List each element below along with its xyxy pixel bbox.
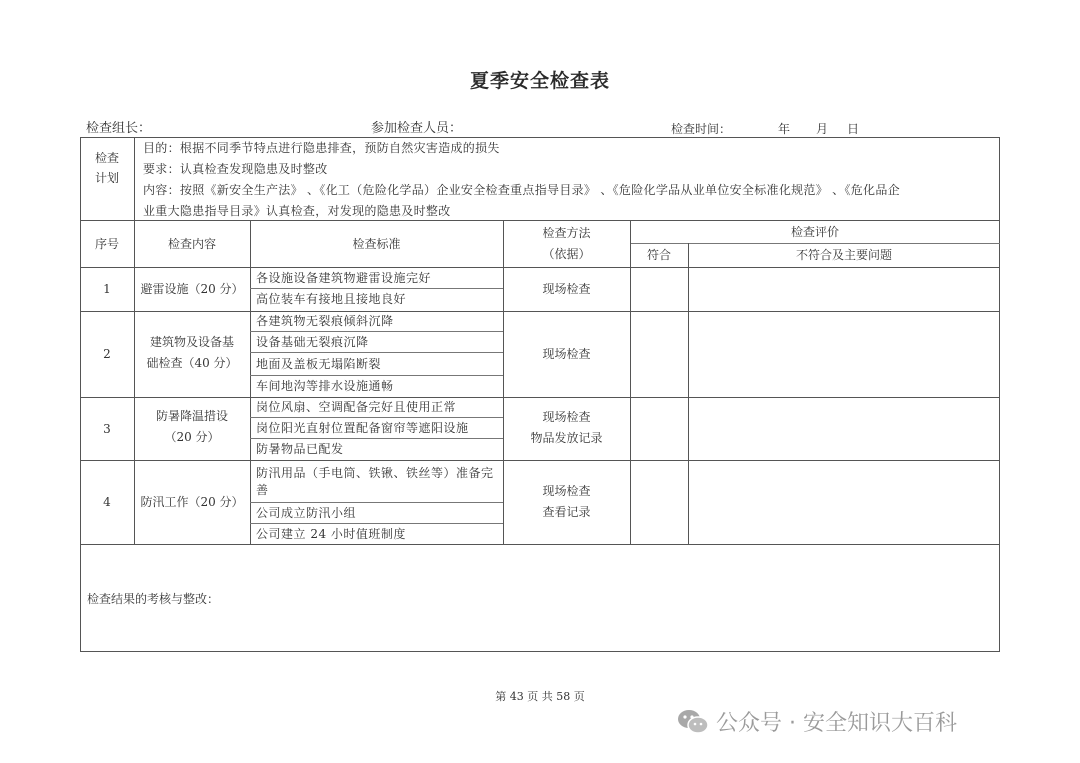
page-number: 第 43 页 共 58 页 [495,690,585,703]
col-header-evaluation: 检查评价 [790,224,839,239]
row-4-method-line1: 现场检查 [542,484,591,498]
plan-label-line2: 计划 [94,171,119,185]
row-2-standard-4: 车间地沟等排水设施通畅 [256,379,394,393]
row-4-no: 4 [103,495,111,509]
time-label: 检查时间： [671,122,732,136]
watermark-text: 公众号 · 安全知识大百科 [716,711,957,736]
col-header-method: 检查方法 [542,226,591,240]
document-title: 夏季安全检查表 [469,70,610,92]
day-label: 日 [847,122,860,136]
col-header-content: 检查内容 [167,236,216,251]
row-4-content: 防汛工作（20 分） [140,495,244,509]
row-2-method: 现场检查 [542,347,591,361]
row-3-standard-1: 岗位风扇、空调配备完好且使用正常 [256,400,457,414]
row-3-no: 3 [103,421,111,436]
plan-requirement: 要求：认真检查发现隐患及时整改 [143,162,328,176]
row-1-method: 现场检查 [542,282,591,296]
wechat-icon [676,708,710,736]
result-label: 检查结果的考核与整改： [87,592,220,606]
row-2-content-line1: 建筑物及设备基 [149,335,234,349]
plan-content-cont: 业重大隐患指导目录》认真检查，对发现的隐患及时整改 [143,204,451,218]
row-1-content: 避雷设施（20 分） [140,282,244,296]
month-label: 月 [816,122,829,136]
row-2-standard-1: 各建筑物无裂痕倾斜沉降 [256,314,394,328]
row-1-standard-2: 高位装车有接地且接地良好 [256,292,407,306]
row-2-standard-3: 地面及盖板无塌陷断裂 [256,356,382,371]
row-3-standard-2: 岗位阳光直射位置配备窗帘等遮阳设施 [256,420,469,435]
row-3-content-line1: 防暑降温措设 [155,409,228,423]
col-header-comply: 符合 [646,248,671,262]
row-1-standard-1: 各设施设备建筑物避雷设施完好 [256,270,432,285]
row-3-standard-3: 防暑物品已配发 [256,442,344,456]
plan-content: 内容：按照《新安全生产法》 、《化工（危险化学品）企业安全检查重点指导目录》 、《危险化学品从业单位安全标准化规范》 、《危化品企 [143,183,900,197]
row-4-standard-1: 防汛用品（手电筒、铁锹、铁丝等）准备完善 [256,465,494,497]
row-1-no: 1 [103,282,111,296]
year-label: 年 [778,122,791,136]
row-4-method-line2: 查看记录 [542,505,591,519]
col-header-standard: 检查标准 [352,236,401,251]
row-2-content-line2: 础检查（40 分） [146,356,238,370]
row-2-no: 2 [103,347,111,361]
plan-purpose: 目的：根据不同季节特点进行隐患排查，预防自然灾害造成的损失 [143,141,500,155]
leader-label: 检查组长： [86,121,152,136]
plan-label-line1: 检查 [94,151,119,165]
row-4-standard-2: 公司成立防汛小组 [256,505,357,520]
col-header-method-basis: （依据） [542,247,591,261]
row-2-standard-2: 设备基础无裂痕沉降 [256,334,369,349]
row-3-method-line2: 物品发放记录 [530,431,603,445]
row-3-content-line2: （20 分） [164,430,220,444]
col-header-noncomply: 不符合及主要问题 [795,248,892,262]
watermark [676,706,957,737]
col-header-no: 序号 [94,236,119,251]
row-4-standard-3: 公司建立 24 小时值班制度 [256,526,406,541]
members-label: 参加检查人员： [371,121,463,136]
row-3-method-line1: 现场检查 [542,410,591,424]
